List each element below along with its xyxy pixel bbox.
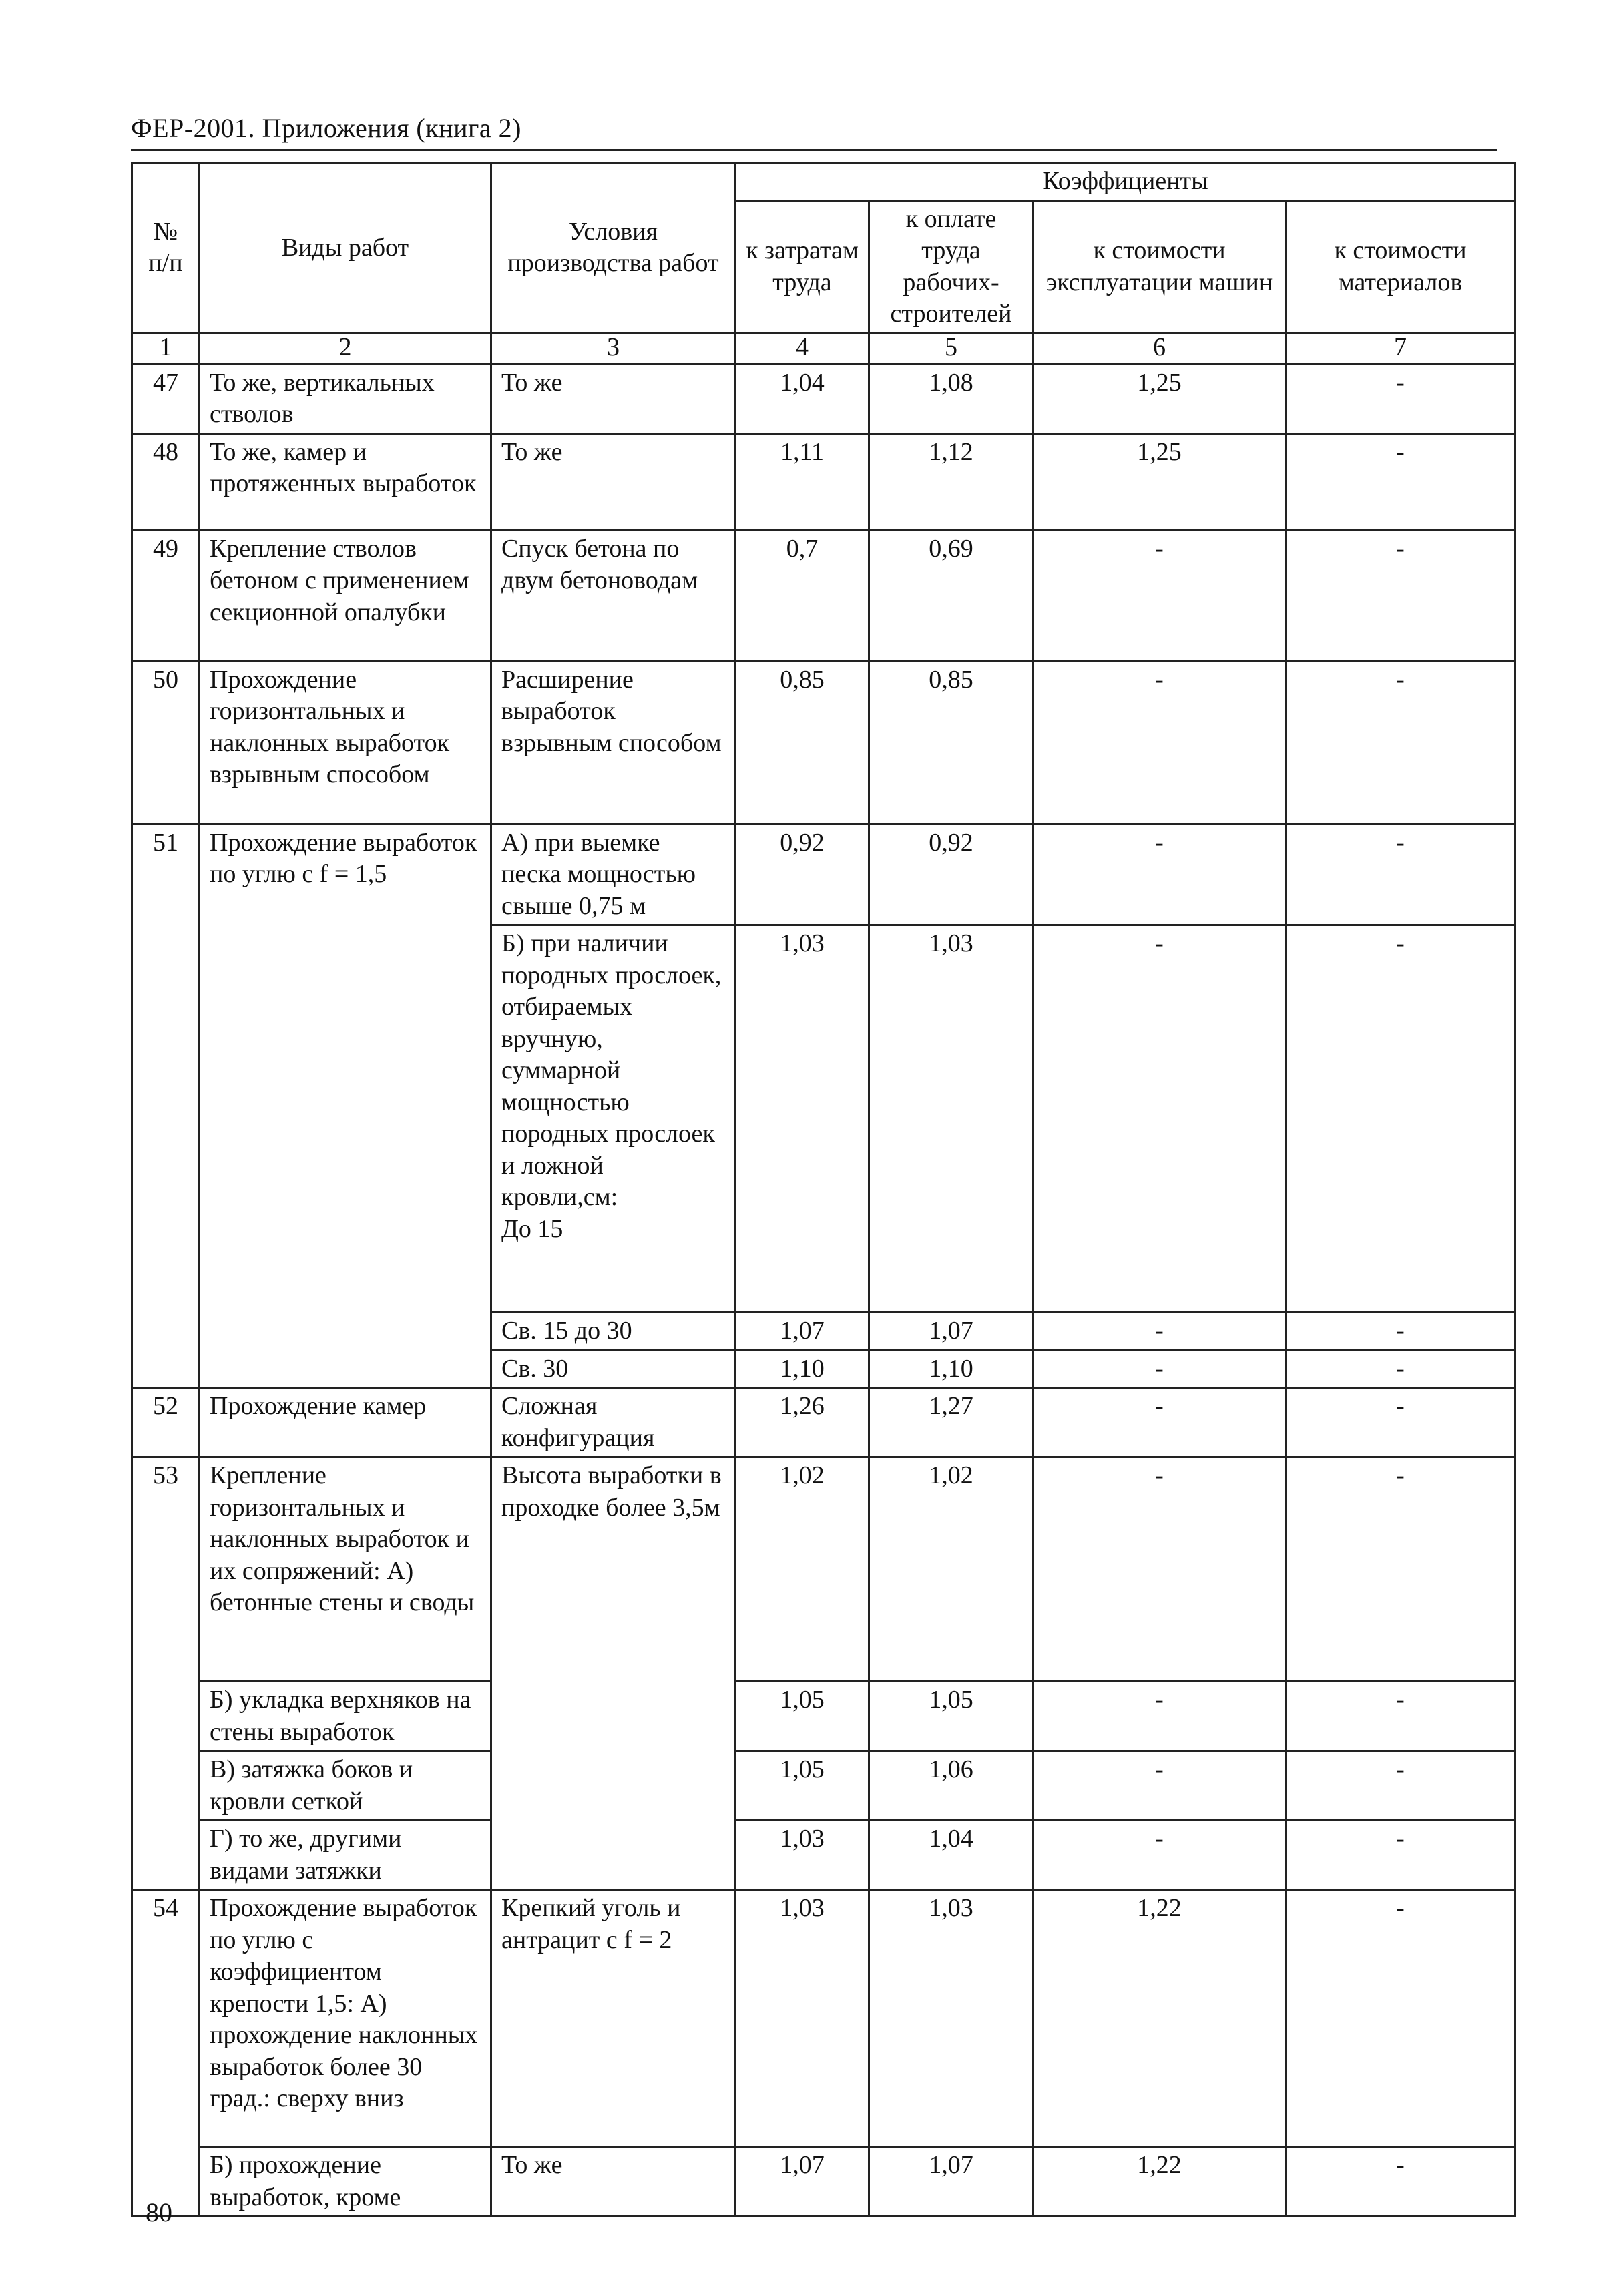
row-number: 51 — [132, 824, 200, 1388]
conditions-cell: Св. 30 — [491, 1350, 736, 1388]
k-labor-cell: 1,03 — [736, 1890, 869, 2147]
work-type-cell: То же, камер и протяженных выработок — [200, 433, 491, 530]
k-machines-cell: - — [1033, 1751, 1286, 1821]
table-row — [132, 661, 1516, 824]
k-materials-cell: - — [1286, 1313, 1516, 1351]
k-labor-cell: 1,05 — [736, 1751, 869, 1821]
k-pay-cell: 1,02 — [869, 1457, 1033, 1682]
col-number: 7 — [1286, 333, 1516, 364]
col-number: 3 — [491, 333, 736, 364]
col-number: 2 — [200, 333, 491, 364]
work-type-cell: Г) то же, другими видами затяжки — [200, 1821, 491, 1890]
k-materials-cell: - — [1286, 1821, 1516, 1890]
k-materials-cell: - — [1286, 824, 1516, 925]
conditions-cell: Крепкий уголь и антрацит с f = 2 — [491, 1890, 736, 2147]
table-row — [132, 530, 1516, 661]
work-type-cell: Прохождение выработок по углю с коэффициентом крепости 1,5: А) прохождение наклонных выработок более 30 град.: сверху вниз — [200, 1890, 491, 2147]
k-labor-cell: 1,05 — [736, 1682, 869, 1751]
k-machines-cell: - — [1033, 661, 1286, 824]
k-materials-cell: - — [1286, 1350, 1516, 1388]
k-machines-cell: 1,25 — [1033, 364, 1286, 433]
table-row — [132, 1890, 1516, 2147]
k-materials-cell: - — [1286, 1890, 1516, 2147]
k-labor-cell: 1,10 — [736, 1350, 869, 1388]
col-coefficients-header: Коэффициенты — [736, 163, 1516, 201]
row-number: 52 — [132, 1388, 200, 1457]
work-type-cell: Прохождение выработок по углю с f = 1,5 — [200, 824, 491, 1388]
page-number: 80 — [146, 2197, 172, 2227]
work-type-cell: Б) укладка верхняков на стены выработок — [200, 1682, 491, 1751]
k-materials-cell: - — [1286, 1751, 1516, 1821]
table-row — [132, 1457, 1516, 1682]
conditions-cell: Спуск бетона по двум бетоноводам — [491, 530, 736, 661]
col-k-machines-header: к стоимости эксплуатации машин — [1033, 200, 1286, 333]
k-pay-cell: 1,03 — [869, 925, 1033, 1313]
k-pay-cell: 1,10 — [869, 1350, 1033, 1388]
k-pay-cell: 1,07 — [869, 2147, 1033, 2217]
k-materials-cell: - — [1286, 2147, 1516, 2217]
k-labor-cell: 0,92 — [736, 824, 869, 925]
k-labor-cell: 1,03 — [736, 1821, 869, 1890]
k-machines-cell: - — [1033, 1388, 1286, 1457]
header-rule — [131, 149, 1497, 151]
k-machines-cell: - — [1033, 1350, 1286, 1388]
coefficients-table — [131, 162, 1516, 2217]
row-number: 54 — [132, 1890, 200, 2217]
table-row — [132, 824, 1516, 925]
col-k-labor-header: к затратам труда — [736, 200, 869, 333]
row-number: 47 — [132, 364, 200, 433]
k-pay-cell: 1,06 — [869, 1751, 1033, 1821]
conditions-cell: Расширение выработок взрывным способом — [491, 661, 736, 824]
k-pay-cell: 1,08 — [869, 364, 1033, 433]
col-work-header: Виды работ — [200, 163, 491, 334]
col-number: 4 — [736, 333, 869, 364]
k-materials-cell: - — [1286, 1682, 1516, 1751]
k-machines-cell: - — [1033, 925, 1286, 1313]
work-type-cell: В) затяжка боков и кровли сеткой — [200, 1751, 491, 1821]
work-type-cell: Прохождение горизонтальных и наклонных выработок взрывным способом — [200, 661, 491, 824]
work-type-cell: Прохождение камер — [200, 1388, 491, 1457]
k-pay-cell: 1,05 — [869, 1682, 1033, 1751]
k-pay-cell: 1,12 — [869, 433, 1033, 530]
conditions-cell: То же — [491, 364, 736, 433]
work-type-cell: Крепление горизонтальных и наклонных выработок и их сопряжений: А) бетонные стены и своды — [200, 1457, 491, 1682]
col-conditions-header: Условия производства работ — [491, 163, 736, 334]
k-labor-cell: 1,03 — [736, 925, 869, 1313]
col-number: 5 — [869, 333, 1033, 364]
table-row — [132, 364, 1516, 433]
k-pay-cell: 1,04 — [869, 1821, 1033, 1890]
row-number: 48 — [132, 433, 200, 530]
col-number: 6 — [1033, 333, 1286, 364]
k-machines-cell: - — [1033, 1457, 1286, 1682]
k-pay-cell: 1,03 — [869, 1890, 1033, 2147]
col-no-header: № п/п — [132, 163, 200, 334]
k-machines-cell: - — [1033, 1313, 1286, 1351]
k-pay-cell: 0,69 — [869, 530, 1033, 661]
k-labor-cell: 1,02 — [736, 1457, 869, 1682]
col-number: 1 — [132, 333, 200, 364]
k-labor-cell: 1,07 — [736, 1313, 869, 1351]
k-labor-cell: 0,85 — [736, 661, 869, 824]
conditions-cell: Высота выработки в проходке более 3,5м — [491, 1457, 736, 1890]
k-labor-cell: 1,11 — [736, 433, 869, 530]
work-type-cell: Крепление стволов бетоном с применением секционной опалубки — [200, 530, 491, 661]
k-pay-cell: 1,27 — [869, 1388, 1033, 1457]
table-row — [132, 433, 1516, 530]
k-labor-cell: 1,07 — [736, 2147, 869, 2217]
k-pay-cell: 1,07 — [869, 1313, 1033, 1351]
conditions-intro: Б) при наличии породных прослоек, отбираемых вручную, суммарной мощностью породных прослоек и ложной кровли,см: — [501, 929, 722, 1211]
k-labor-cell: 1,26 — [736, 1388, 869, 1457]
table-row — [132, 1821, 1516, 1890]
k-materials-cell: - — [1286, 364, 1516, 433]
conditions-cell: Сложная конфигурация — [491, 1388, 736, 1457]
k-materials-cell: - — [1286, 1457, 1516, 1682]
conditions-cell: Св. 15 до 30 — [491, 1313, 736, 1351]
conditions-cell: То же — [491, 2147, 736, 2217]
conditions-cell — [491, 925, 736, 1313]
work-type-cell: Б) прохождение выработок, кроме — [200, 2147, 491, 2217]
conditions-value: До 15 — [501, 1214, 563, 1243]
row-number: 50 — [132, 661, 200, 824]
k-labor-cell: 1,04 — [736, 364, 869, 433]
col-k-pay-header: к оплате труда рабочих-строителей — [869, 200, 1033, 333]
work-type-cell: То же, вертикальных стволов — [200, 364, 491, 433]
row-number: 49 — [132, 530, 200, 661]
row-number: 53 — [132, 1457, 200, 1890]
k-pay-cell: 0,92 — [869, 824, 1033, 925]
k-materials-cell: - — [1286, 925, 1516, 1313]
k-machines-cell: - — [1033, 824, 1286, 925]
k-materials-cell: - — [1286, 1388, 1516, 1457]
k-materials-cell: - — [1286, 530, 1516, 661]
k-machines-cell: - — [1033, 1821, 1286, 1890]
k-materials-cell: - — [1286, 433, 1516, 530]
table-row — [132, 2147, 1516, 2217]
table-row — [132, 1751, 1516, 1821]
k-machines-cell: 1,22 — [1033, 1890, 1286, 2147]
k-machines-cell: - — [1033, 530, 1286, 661]
table-row — [132, 1388, 1516, 1457]
k-machines-cell: 1,22 — [1033, 2147, 1286, 2217]
k-machines-cell: - — [1033, 1682, 1286, 1751]
k-pay-cell: 0,85 — [869, 661, 1033, 824]
table-row — [132, 1682, 1516, 1751]
conditions-cell: А) при выемке песка мощностью свыше 0,75 м — [491, 824, 736, 925]
k-labor-cell: 0,7 — [736, 530, 869, 661]
k-materials-cell: - — [1286, 661, 1516, 824]
k-machines-cell: 1,25 — [1033, 433, 1286, 530]
col-k-materials-header: к стоимости материалов — [1286, 200, 1516, 333]
conditions-cell: То же — [491, 433, 736, 530]
page-header: ФЕР-2001. Приложения (книга 2) — [131, 113, 521, 143]
